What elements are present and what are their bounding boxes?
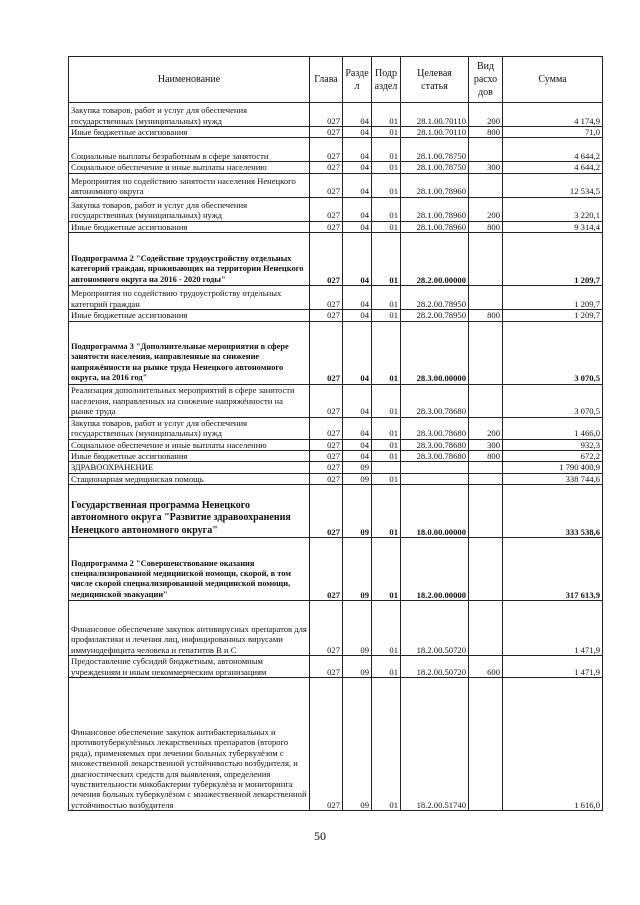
cell-sum: 1 471,9 [503, 601, 603, 656]
cell-name: Иные бюджетные ассигнования [69, 221, 310, 232]
cell-podrazdel: 01 [372, 678, 401, 811]
table-row [69, 173, 603, 197]
table-row [69, 656, 603, 678]
cell-glava: 027 [310, 173, 343, 197]
cell-target: 28.3.00.78680 [401, 439, 469, 450]
cell-glava: 027 [310, 462, 343, 473]
cell-name: Закупка товаров, работ и услуг для обеспечения государственных (муниципальных) нужд [69, 417, 310, 439]
cell-name: Подпрограмма 3 "Дополнительные мероприятия в сфере занятости населения, направленные на снижение напряжённости на рынке труда Ненецкого автономного округа, на 2016 год" [69, 321, 310, 384]
cell-sum: 317 613,9 [503, 538, 603, 601]
cell-vid: 300 [469, 162, 503, 173]
cell-vid: 200 [469, 417, 503, 439]
cell-sum: 1 209,7 [503, 310, 603, 321]
cell-name: Подпрограмма 2 "Содействие трудоустройству отдельных категорий граждан, проживающих на территории Ненецкого автономного округа на 2016 - 2020 годы" [69, 233, 310, 286]
cell-podrazdel: 01 [372, 538, 401, 601]
page-number: 50 [314, 829, 326, 843]
cell-podrazdel [372, 462, 401, 473]
cell-sum: 333 538,6 [503, 485, 603, 538]
table-row [69, 384, 603, 417]
cell-razdel: 04 [343, 173, 372, 197]
cell-podrazdel: 01 [372, 417, 401, 439]
cell-glava: 027 [310, 103, 343, 127]
cell-target: 28.1.00.78750 [401, 138, 469, 162]
cell-target: 28.1.00.70110 [401, 127, 469, 138]
cell-sum: 4 174,9 [503, 103, 603, 127]
cell-razdel: 04 [343, 417, 372, 439]
cell-name: Мероприятия по содействию занятости населения Ненецкого автономного округа [69, 173, 310, 197]
cell-target: 28.1.00.78960 [401, 221, 469, 232]
cell-glava: 027 [310, 162, 343, 173]
cell-name: Государственная программа Ненецкого автономного округа "Развитие здравоохранения Ненецкого автономного округа" [69, 485, 310, 538]
cell-podrazdel: 01 [372, 384, 401, 417]
cell-podrazdel: 01 [372, 197, 401, 221]
cell-name: Финансовое обеспечение закупок антибактериальных и противотуберкулёзных лекарственных препаратов (второго ряда), применяемых при лечении больных туберкулёзом с множественной лекарственной устойчивостью возбудителя, и диагностических средств для выявления, определения чувствительности микобактерии туберкулёза и мониторинга лечения больных туберкулёзом с множественной лекарственной устойчивостью возбудителя [69, 678, 310, 811]
cell-podrazdel: 01 [372, 310, 401, 321]
cell-name: Закупка товаров, работ и услуг для обеспечения государственных (муниципальных) нужд [69, 103, 310, 127]
cell-name: Иные бюджетные ассигнования [69, 127, 310, 138]
cell-vid [469, 485, 503, 538]
cell-podrazdel: 01 [372, 162, 401, 173]
cell-glava: 027 [310, 127, 343, 138]
cell-glava: 027 [310, 321, 343, 384]
cell-name: Иные бюджетные ассигнования [69, 310, 310, 321]
cell-vid: 200 [469, 103, 503, 127]
cell-vid [469, 173, 503, 197]
cell-sum: 1 790 400,9 [503, 462, 603, 473]
cell-name: Социальное обеспечение и иные выплаты населению [69, 162, 310, 173]
cell-podrazdel: 01 [372, 221, 401, 232]
cell-vid [469, 462, 503, 473]
table-row [69, 462, 603, 473]
cell-sum: 3 070,5 [503, 321, 603, 384]
cell-sum: 932,3 [503, 439, 603, 450]
cell-podrazdel: 01 [372, 138, 401, 162]
cell-vid: 300 [469, 439, 503, 450]
cell-glava: 027 [310, 485, 343, 538]
cell-razdel: 09 [343, 538, 372, 601]
cell-target: 28.1.00.70110 [401, 103, 469, 127]
cell-razdel: 04 [343, 138, 372, 162]
cell-vid [469, 233, 503, 286]
table-row [69, 451, 603, 462]
cell-target [401, 462, 469, 473]
cell-vid [469, 138, 503, 162]
cell-podrazdel: 01 [372, 321, 401, 384]
cell-target: 18.2.00.50720 [401, 601, 469, 656]
cell-razdel: 04 [343, 439, 372, 450]
table-row [69, 678, 603, 811]
cell-sum: 1 209,7 [503, 233, 603, 286]
cell-podrazdel: 01 [372, 473, 401, 484]
cell-vid [469, 473, 503, 484]
table-body [69, 103, 603, 811]
table-row [69, 538, 603, 601]
table-row [69, 233, 603, 286]
cell-vid: 800 [469, 451, 503, 462]
table-row [69, 417, 603, 439]
cell-target: 28.1.00.78960 [401, 197, 469, 221]
cell-razdel: 04 [343, 451, 372, 462]
cell-name: Стационарная медицинская помощь [69, 473, 310, 484]
header-row [69, 57, 603, 103]
cell-razdel: 09 [343, 485, 372, 538]
cell-glava: 027 [310, 197, 343, 221]
cell-sum: 4 644,2 [503, 138, 603, 162]
table-row [69, 103, 603, 127]
cell-name: Реализация дополнительных мероприятий в сфере занятости населения, направленных на снижение напряжённости на рынке труда [69, 384, 310, 417]
cell-razdel: 04 [343, 233, 372, 286]
cell-name: Иные бюджетные ассигнования [69, 451, 310, 462]
cell-podrazdel: 01 [372, 485, 401, 538]
cell-name: Социальные выплаты безработным в сфере занятости [69, 138, 310, 162]
cell-vid [469, 601, 503, 656]
cell-vid: 800 [469, 221, 503, 232]
cell-podrazdel: 01 [372, 103, 401, 127]
cell-razdel: 09 [343, 601, 372, 656]
table-row [69, 221, 603, 232]
cell-target [401, 473, 469, 484]
cell-name: Социальное обеспечение и иные выплаты населению [69, 439, 310, 450]
cell-target: 28.2.00.78950 [401, 286, 469, 310]
cell-target: 28.2.00.78950 [401, 310, 469, 321]
cell-razdel: 04 [343, 103, 372, 127]
header-podrazdel: Подр аздел [372, 57, 401, 103]
cell-vid [469, 321, 503, 384]
cell-vid: 800 [469, 127, 503, 138]
cell-name: Предоставление субсидий бюджетным, автономным учреждениям и иным некоммерческим организациям [69, 656, 310, 678]
header-glava: Глава [310, 57, 343, 103]
cell-sum: 1 471,9 [503, 656, 603, 678]
cell-target: 28.1.00.78960 [401, 173, 469, 197]
header-target: Целевая статья [401, 57, 469, 103]
cell-glava: 027 [310, 221, 343, 232]
cell-razdel: 04 [343, 221, 372, 232]
cell-sum: 3 220,1 [503, 197, 603, 221]
table-row [69, 138, 603, 162]
cell-target: 28.3.00.00000 [401, 321, 469, 384]
header-sum: Сумма [503, 57, 603, 103]
cell-glava: 027 [310, 310, 343, 321]
cell-sum: 4 644,2 [503, 162, 603, 173]
cell-razdel: 04 [343, 162, 372, 173]
cell-podrazdel: 01 [372, 451, 401, 462]
table-row [69, 485, 603, 538]
cell-razdel: 04 [343, 384, 372, 417]
table-row [69, 162, 603, 173]
cell-glava: 027 [310, 138, 343, 162]
header-name: Наименование [69, 57, 310, 103]
cell-glava: 027 [310, 656, 343, 678]
cell-vid: 200 [469, 197, 503, 221]
cell-razdel: 09 [343, 473, 372, 484]
cell-podrazdel: 01 [372, 233, 401, 286]
cell-glava: 027 [310, 233, 343, 286]
table-row [69, 127, 603, 138]
cell-glava: 027 [310, 601, 343, 656]
cell-podrazdel: 01 [372, 286, 401, 310]
cell-vid [469, 286, 503, 310]
cell-vid: 600 [469, 656, 503, 678]
cell-name: Закупка товаров, работ и услуг для обеспечения государственных (муниципальных) нужд [69, 197, 310, 221]
cell-sum: 1 209,7 [503, 286, 603, 310]
cell-sum: 9 314,4 [503, 221, 603, 232]
cell-name: Финансовое обеспечение закупок антивирусных препаратов для профилактики и лечения лиц, инфицированных вирусами иммунодефицита человека и гепатитов В и С [69, 601, 310, 656]
cell-target: 18.0.00.00000 [401, 485, 469, 538]
cell-glava: 027 [310, 451, 343, 462]
cell-podrazdel: 01 [372, 173, 401, 197]
cell-glava: 027 [310, 473, 343, 484]
budget-table [68, 56, 603, 811]
cell-name: Мероприятия по содействию трудоустройству отдельных категорий граждан [69, 286, 310, 310]
cell-razdel: 04 [343, 321, 372, 384]
cell-razdel: 04 [343, 197, 372, 221]
table-row [69, 601, 603, 656]
table-row [69, 310, 603, 321]
cell-glava: 027 [310, 678, 343, 811]
cell-name: Подпрограмма 2 "Совершенствование оказания специализированной медицинской помощи, скорой, в том числе скорой специализированной медицинской помощи, медицинской эвакуации" [69, 538, 310, 601]
cell-name: ЗДРАВООХРАНЕНИЕ [69, 462, 310, 473]
cell-sum: 1 616,0 [503, 678, 603, 811]
cell-vid: 800 [469, 310, 503, 321]
cell-podrazdel: 01 [372, 656, 401, 678]
cell-podrazdel: 01 [372, 601, 401, 656]
cell-razdel: 09 [343, 678, 372, 811]
cell-target: 28.3.00.78680 [401, 384, 469, 417]
cell-glava: 027 [310, 538, 343, 601]
table-row [69, 439, 603, 450]
cell-sum: 672,2 [503, 451, 603, 462]
cell-razdel: 04 [343, 127, 372, 138]
cell-target: 18.2.00.51740 [401, 678, 469, 811]
cell-razdel: 04 [343, 310, 372, 321]
table-row [69, 197, 603, 221]
table-row [69, 473, 603, 484]
cell-glava: 027 [310, 384, 343, 417]
cell-vid [469, 678, 503, 811]
table-row [69, 321, 603, 384]
budget-table-container [68, 56, 602, 811]
cell-vid [469, 538, 503, 601]
cell-podrazdel: 01 [372, 127, 401, 138]
table-row [69, 286, 603, 310]
cell-glava: 027 [310, 439, 343, 450]
cell-sum: 338 744,6 [503, 473, 603, 484]
cell-sum: 71,0 [503, 127, 603, 138]
cell-sum: 1 466,0 [503, 417, 603, 439]
cell-podrazdel: 01 [372, 439, 401, 450]
cell-glava: 027 [310, 286, 343, 310]
cell-target: 18.2.00.50720 [401, 656, 469, 678]
header-razdel: Разде л [343, 57, 372, 103]
cell-target: 28.3.00.78680 [401, 451, 469, 462]
cell-sum: 3 070,5 [503, 384, 603, 417]
cell-target: 28.2.00.00000 [401, 233, 469, 286]
cell-sum: 12 534,5 [503, 173, 603, 197]
header-vid: Вид расхо дов [469, 57, 503, 103]
cell-target: 28.1.00.78750 [401, 162, 469, 173]
cell-target: 18.2.00.00000 [401, 538, 469, 601]
cell-glava: 027 [310, 417, 343, 439]
cell-target: 28.3.00.78680 [401, 417, 469, 439]
cell-razdel: 04 [343, 286, 372, 310]
cell-razdel: 09 [343, 656, 372, 678]
cell-razdel: 09 [343, 462, 372, 473]
cell-vid [469, 384, 503, 417]
